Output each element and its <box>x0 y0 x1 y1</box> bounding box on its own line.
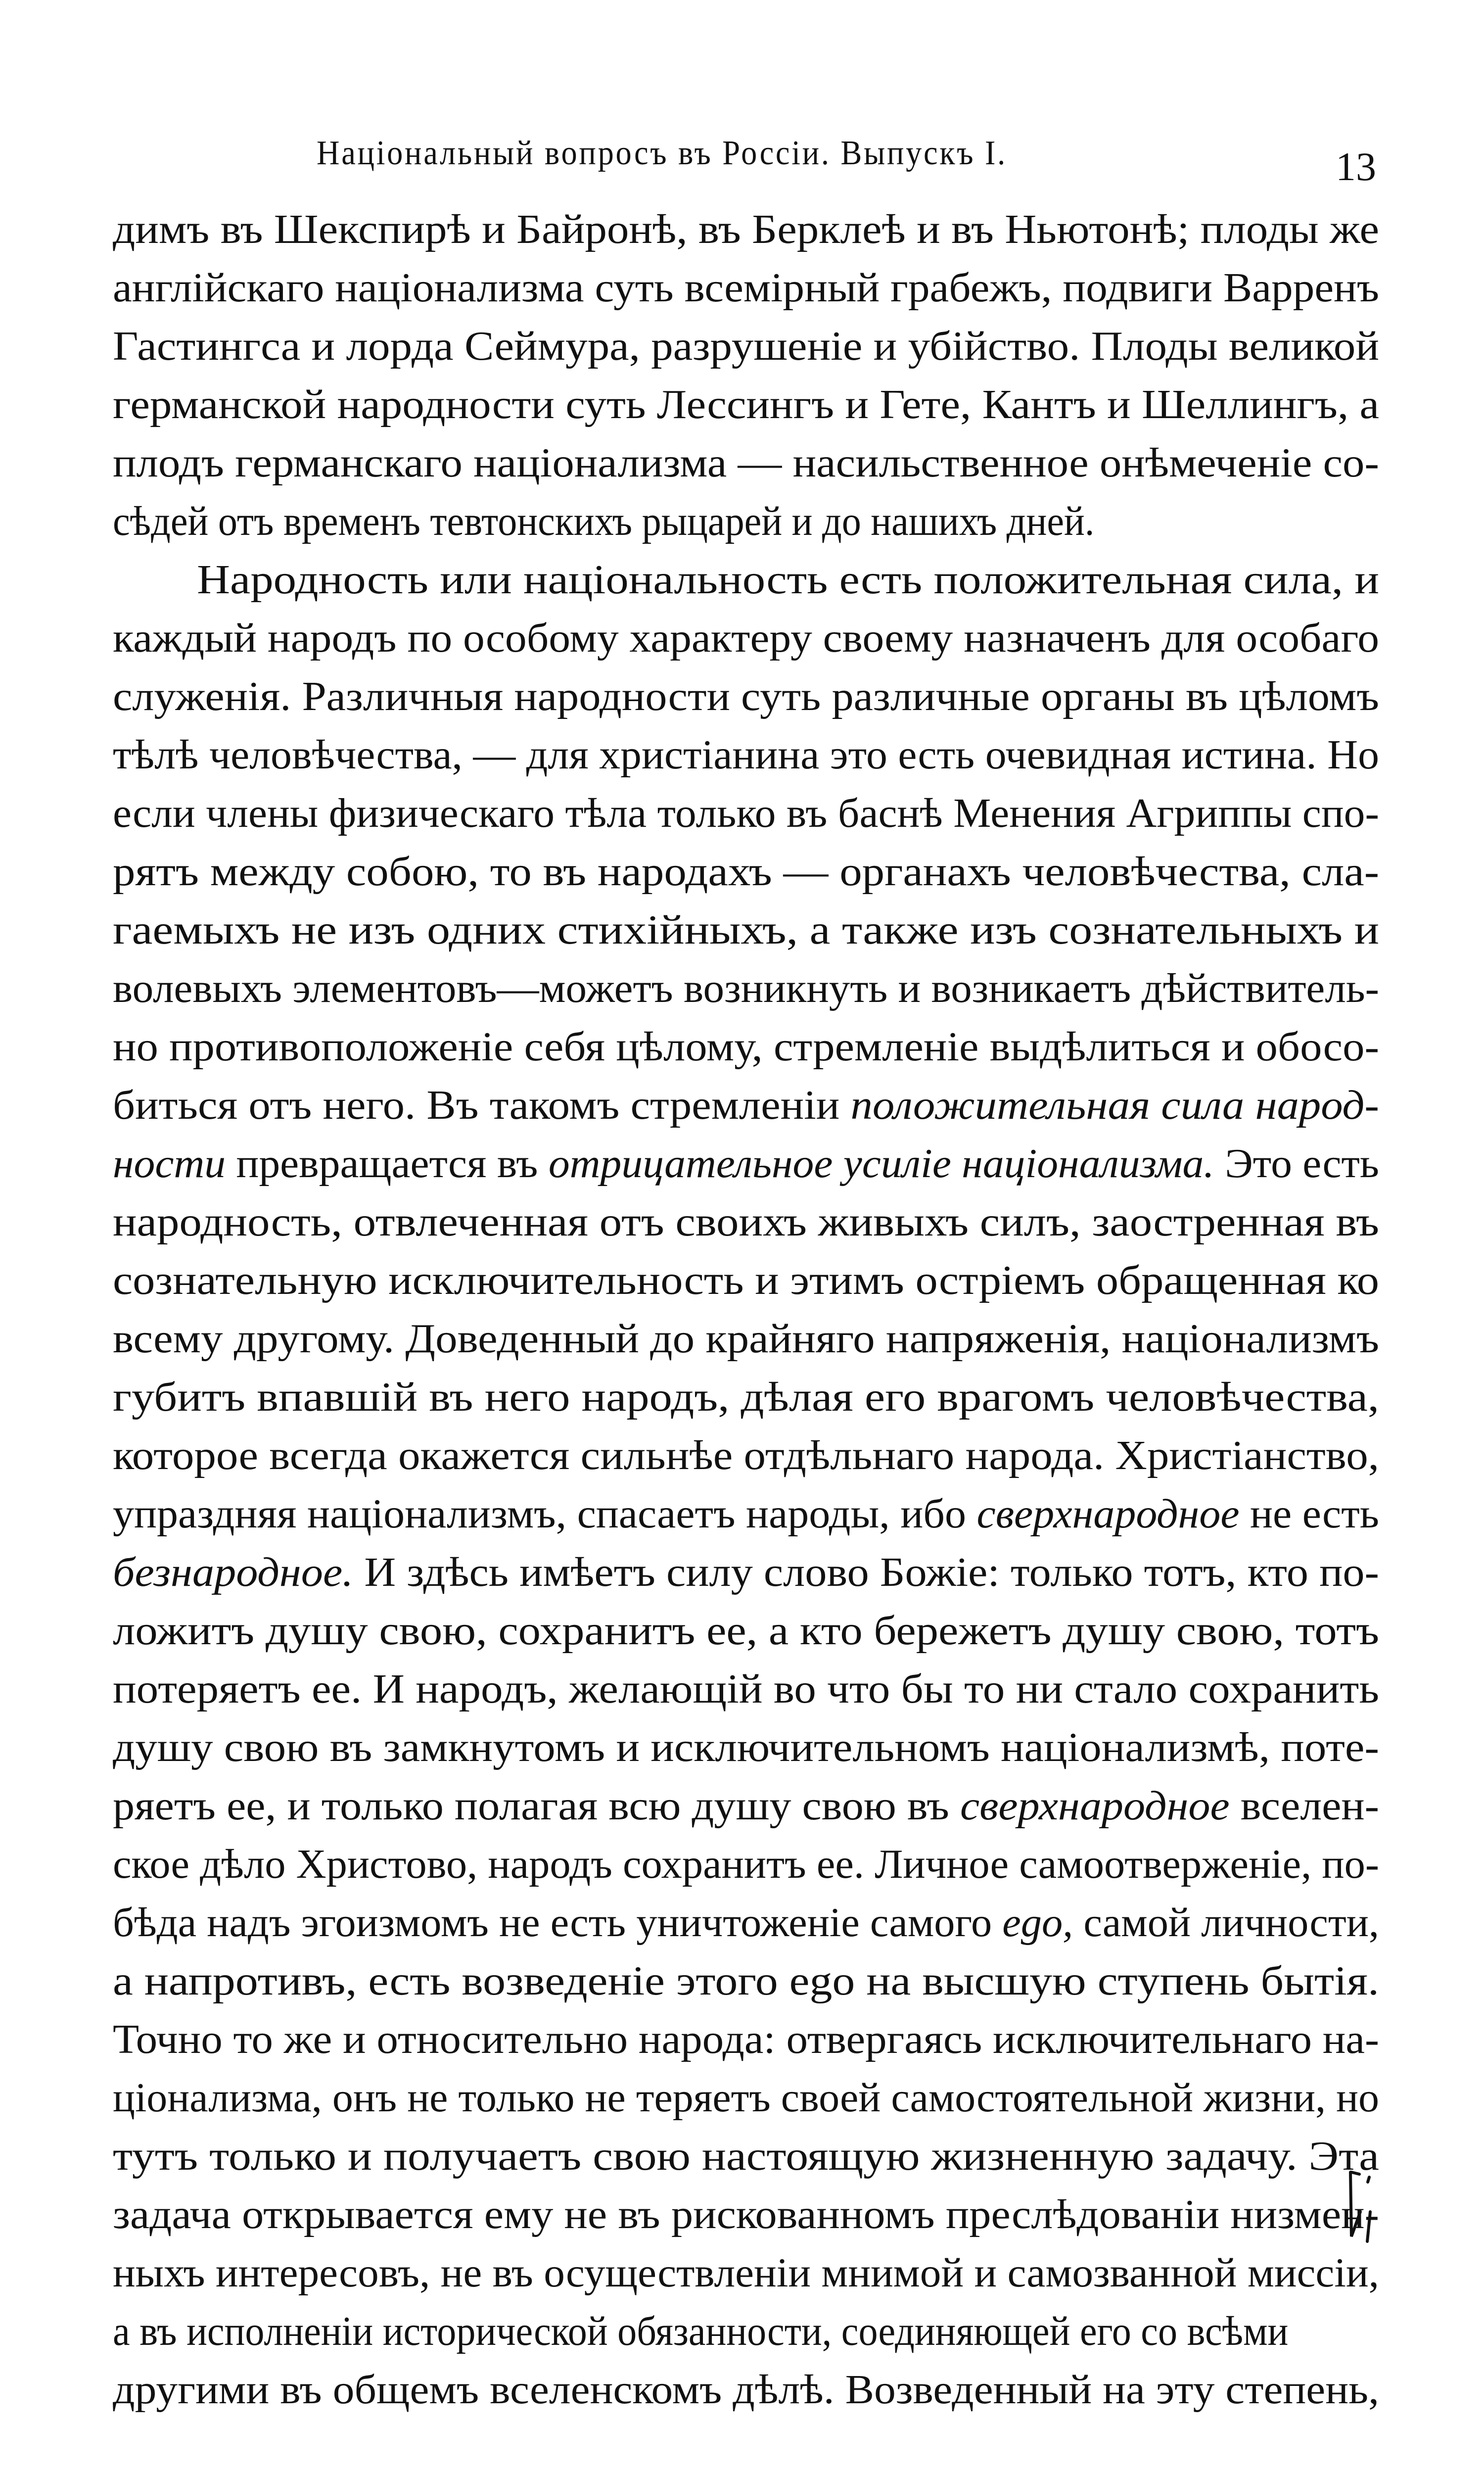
text-line: народность, отвлеченная отъ своихъ живыхъ силъ, заостренная въ <box>113 1199 1379 1245</box>
text-line <box>113 1894 1379 1952</box>
body-text <box>113 200 1379 2419</box>
text-span: Это есть <box>1214 1141 1379 1187</box>
italic-span: ности <box>113 1141 226 1187</box>
text-line: всему другому. Доведенный до крайняго напряженія, націонализмъ <box>113 1316 1379 1362</box>
text-line: сѣдей отъ временъ тевтонскихъ рыцарей и до нашихъ дней. <box>113 498 1095 544</box>
text-line: англійскаго націонализма суть всемірный грабежъ, подвиги Варренъ <box>113 265 1379 311</box>
text-line: сознательную исключительность и этимъ остріемъ обращенная ко <box>113 1257 1379 1303</box>
text-line: тутъ только и получаетъ свою настоящую жизненную задачу. Эта <box>113 2133 1379 2179</box>
text-line: рятъ между собою, то въ народахъ — органахъ человѣчества, сла- <box>113 849 1379 895</box>
text-line: а напротивъ, есть возведеніе этого ego на высшую ступень бытія. <box>113 1958 1379 2004</box>
italic-span: ego, <box>1002 1900 1073 1946</box>
text-line: Народность или національность есть положительная сила, и <box>197 557 1379 603</box>
text-line: ское дѣло Христово, народъ сохранитъ ее. Личное самоотверженіе, по- <box>113 1841 1379 1887</box>
italic-span: положительная сила народ- <box>850 1082 1379 1128</box>
text-line: если члены физическаго тѣла только въ баснѣ Менения Агриппы спо- <box>113 790 1379 836</box>
text-line <box>113 1076 1379 1135</box>
text-span: бѣда надъ эгоизмомъ не есть уничтоженіе самого <box>113 1900 1003 1946</box>
page-number: 13 <box>1336 144 1376 189</box>
text-line <box>113 1777 1379 1835</box>
text-span: биться отъ него. Въ такомъ стремленіи <box>113 1082 851 1128</box>
text-line: димъ въ Шекспирѣ и Байронѣ, въ Берклеѣ и въ Ньютонѣ; плоды же <box>113 206 1379 252</box>
text-line: задача открывается ему не въ рискованномъ преслѣдованіи низмен- <box>113 2191 1379 2237</box>
text-span: самой личности, <box>1073 1900 1379 1946</box>
text-line: каждый народъ по особому характеру своему назначенъ для особаго <box>113 615 1379 661</box>
text-span: ряетъ ее, и только полагая всю душу свою въ <box>113 1783 960 1829</box>
text-line: душу свою въ замкнутомъ и исключительномъ націонализмѣ, поте- <box>113 1724 1379 1770</box>
text-span: превращается въ <box>226 1141 549 1187</box>
text-line: германской народности суть Лессингъ и Гете, Кантъ и Шеллингъ, а <box>113 381 1379 428</box>
text-line: служенія. Различныя народности суть различные органы въ цѣломъ <box>113 673 1379 719</box>
italic-span: отрицательное усиліе націонализма. <box>548 1141 1214 1187</box>
italic-span: сверхнародное <box>960 1783 1230 1829</box>
text-span: И здѣсь имѣетъ силу слово Божіе: только тотъ, кто по- <box>353 1549 1379 1595</box>
text-line <box>113 1135 1379 1193</box>
text-line: плодъ германскаго націонализма — насильственное онѣмеченіе со- <box>113 440 1379 486</box>
text-line <box>113 1485 1379 1543</box>
italic-span: безнародное. <box>113 1549 354 1595</box>
text-line: которое всегда окажется сильнѣе отдѣльнаго народа. Христіанство, <box>113 1432 1379 1478</box>
text-line: другими въ общемъ вселенскомъ дѣлѣ. Возведенный на эту степень, <box>113 2367 1379 2413</box>
text-line: ложитъ душу свою, сохранитъ ее, а кто бережетъ душу свою, тотъ <box>113 1608 1379 1654</box>
text-line: а въ исполненіи исторической обязанности, соединяющей его со всѣми <box>113 2308 1289 2354</box>
text-line: Гастингса и лорда Сеймура, разрушеніе и убійство. Плоды великой <box>113 323 1379 369</box>
text-line: Точно то же и относительно народа: отвергаясь исключительнаго на- <box>113 2016 1379 2062</box>
text-span: не есть <box>1239 1491 1379 1537</box>
italic-span: сверхнародное <box>976 1491 1240 1537</box>
text-line: волевыхъ элементовъ—можетъ возникнуть и возникаетъ дѣйствитель- <box>113 965 1379 1011</box>
text-line: потеряетъ ее. И народъ, желающій во что бы то ни стало сохранить <box>113 1666 1379 1712</box>
handwritten-margin-mark-icon <box>1345 2162 1375 2251</box>
text-line: ціонализма, онъ не только не теряетъ своей самостоятельной жизни, но <box>113 2075 1379 2121</box>
text-line: но противоположеніе себя цѣлому, стремленіе выдѣлиться и обосо- <box>113 1024 1379 1070</box>
running-title: Національный вопросъ въ Россіи. Выпускъ І. <box>317 134 1007 172</box>
text-line: гаемыхъ не изъ одних стихійныхъ, а также изъ сознательныхъ и <box>113 907 1379 953</box>
text-line: тѣлѣ человѣчества, — для христіанина это есть очевидная истина. Но <box>113 732 1380 778</box>
text-span: вселен- <box>1229 1783 1379 1829</box>
text-line: губитъ впавшій въ него народъ, дѣлая его врагомъ человѣчества, <box>113 1374 1379 1420</box>
text-line: ныхъ интересовъ, не въ осуществленіи мнимой и самозванной миссіи, <box>113 2250 1379 2296</box>
text-span: упраздняя націонализмъ, спасаетъ народы, ибо <box>113 1491 977 1537</box>
text-line <box>113 1543 1379 1602</box>
